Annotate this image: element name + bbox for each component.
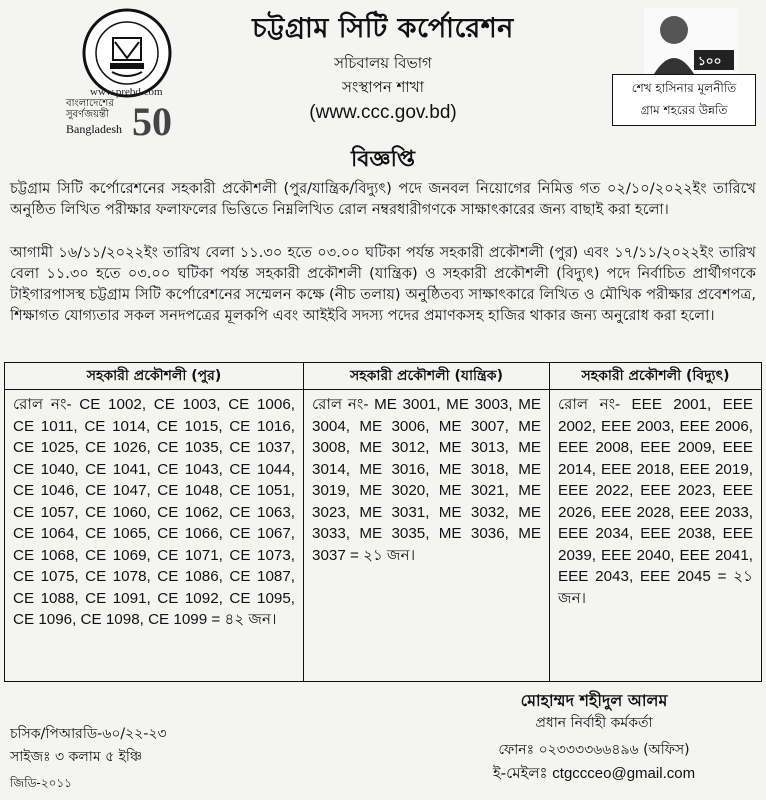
electrical-column <box>550 363 761 681</box>
email-label: ই-মেইলঃ <box>492 764 548 782</box>
source-watermark: www.prebd.com <box>90 86 163 98</box>
svg-text:১০০: ১০০ <box>698 54 722 68</box>
signatory-designation: প্রধান নির্বাহী কর্মকর্তা <box>535 715 653 731</box>
intro-paragraph: চট্টগ্রাম সিটি কর্পোরেশনের সহকারী প্রকৌশলী (পুর/যান্ত্রিক/বিদ্যুৎ) পদে জনবল নিয়োগের নিমিত্ত গত ০২/১০/২০২২ইং তারিখে অনুষ্ঠিত লিখিত পরীক্ষার ফলাফলের ভিত্তিতে নিম্নলিখিত রোল নম্বরধারীগণকে সাক্ষাৎকারের জন্য বাছাই করা হলো। <box>10 180 756 218</box>
gd-number: জিডি-২০১১ <box>10 776 72 790</box>
website-link[interactable]: (www.ccc.gov.bd) <box>309 102 457 123</box>
signatory-name: মোহাম্মদ শহীদুল আলম <box>520 691 668 710</box>
column-header: সহকারী প্রকৌশলী (পুর) <box>5 363 303 390</box>
slogan-box <box>612 74 756 126</box>
jubilee-country: Bangladesh <box>66 122 122 136</box>
email-line <box>426 762 762 787</box>
slogan-line-1: শেখ হাসিনার মূলনীতি <box>631 81 737 95</box>
instructions-paragraph: আগামী ১৬/১১/২০২২ইং তারিখ বেলা ১১.৩০ হতে ০৩.০০ ঘটিকা পর্যন্ত সহকারী প্রকৌশলী (পুর) এবং ১৭/১১/২০২২ইং তারিখ বেলা ১১.৩০ হতে ০৩.০০ ঘটিকা পর্যন্ত সহকারী প্রকৌশলী (যান্ত্রিক) ও সহকারী প্রকৌশলী (বিদ্যুৎ) পদে নির্বাচিত প্রার্থীগণকে টাইগারপাসস্থ চট্টগ্রাম সিটি কর্পোরেশনের সম্মেলন কক্ষে (নীচ তলায়) অনুষ্ঠিতব্য সাক্ষাৎকারে লিখিত ও মৌখিক পরীক্ষার প্রবেশপত্র, শিক্ষাগত যোগ্যতার সকল সনদপত্রের মূলকপি এবং আইইবি সদস্য পদের প্রমাণকসহ হাজির থাকার জন্য অনুরোধ করা হলো। <box>10 244 756 324</box>
roll-list: রোল নং- ME 3001, ME 3003, ME 3004, ME 3006, ME 3007, ME 3008, ME 3012, ME 3013, ME 3014, ME 3016, ME 3018, ME 3019, ME 3020, ME 3021, ME 3023, ME 3031, ME 3032, ME 3033, ME 3035, ME 3036, ME 3037 = ২১ জন। <box>312 396 541 564</box>
notice-heading: বিজ্ঞপ্তি <box>351 147 415 172</box>
jubilee-number: 50 <box>132 99 172 144</box>
page-title: চট্টগ্রাম সিটি কর্পোরেশন <box>252 13 514 44</box>
column-header: সহকারী প্রকৌশলী (বিদ্যুৎ) <box>550 363 761 390</box>
email-link[interactable]: ctgccceo@gmail.com <box>552 765 696 782</box>
section: সংস্থাপন শাখা <box>342 78 424 96</box>
phone-number: ফোনঃ ০২৩৩৩৩৬৬৪৯৬ (অফিস) <box>498 742 690 758</box>
reference-number: চসিক/পিআরডি-৬০/২২-২৩ <box>10 726 167 742</box>
slogan-line-2: গ্রাম শহরের উন্নতি <box>640 103 728 117</box>
roll-number-table <box>4 362 762 682</box>
roll-list: রোল নং- EEE 2001, EEE 2002, EEE 2003, EEE 2006, EEE 2008, EEE 2009, EEE 2014, EEE 2018, EEE 2019, EEE 2022, EEE 2023, EEE 2026, EEE 2028, EEE 2033, EEE 2034, EEE 2038, EEE 2039, EEE 2040, EEE 2041, EEE 2043, EEE 2045 = ২১ জন। <box>558 396 753 607</box>
ad-size: সাইজঃ ৩ কলাম ৫ ইঞ্চি <box>10 749 143 765</box>
roll-list: রোল নং- CE 1002, CE 1003, CE 1006, CE 1011, CE 1014, CE 1015, CE 1016, CE 1025, CE 1026, CE 1035, CE 1037, CE 1040, CE 1041, CE 1043, CE 1044, CE 1046, CE 1047, CE 1048, CE 1051, CE 1057, CE 1060, CE 1062, CE 1063, CE 1064, CE 1065, CE 1066, CE 1067, CE 1068, CE 1069, CE 1071, CE 1073, CE 1075, CE 1078, CE 1086, CE 1087, CE 1088, CE 1091, CE 1092, CE 1095, CE 1096, CE 1098, CE 1099 = ৪২ জন। <box>13 396 295 628</box>
column-header: সহকারী প্রকৌশলী (যান্ত্রিক) <box>304 363 549 390</box>
civil-column <box>5 363 304 681</box>
jubilee-caption: বাংলাদেশের সুবর্ণজয়ন্তী <box>66 98 114 120</box>
department: সচিবালয় বিভাগ <box>334 54 432 72</box>
mechanical-column <box>304 363 550 681</box>
portrait-image <box>644 8 738 74</box>
